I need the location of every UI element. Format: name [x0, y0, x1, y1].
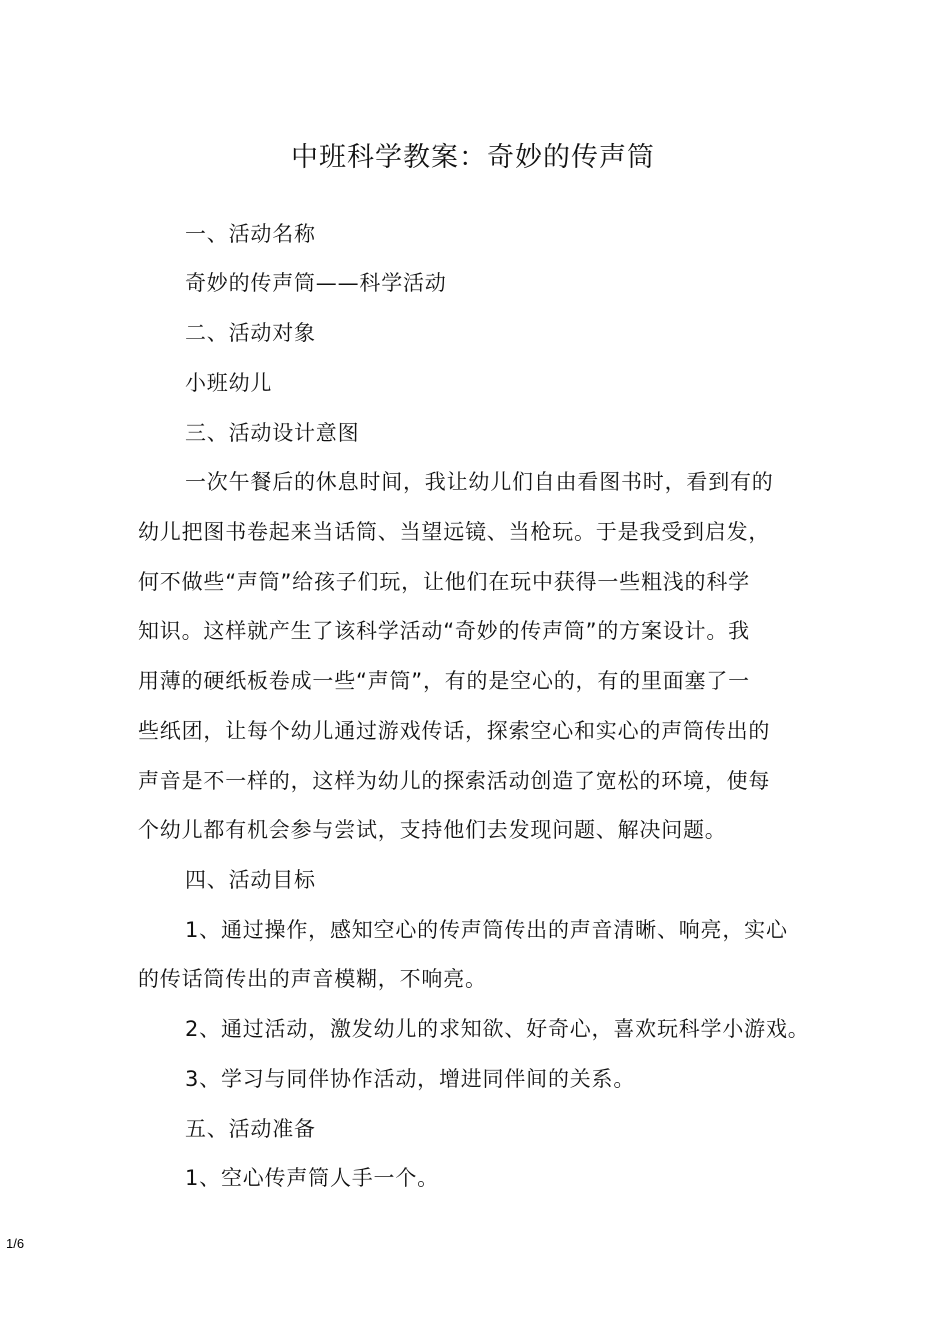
- goal-item-1-continued: 的传话筒传出的声音模糊，不响亮。: [138, 967, 487, 991]
- paragraph-line: 知识。这样就产生了该科学活动“奇妙的传声筒”的方案设计。我: [138, 619, 750, 643]
- paragraph-line: 声音是不一样的，这样为幼儿的探索活动创造了宽松的环境，使每: [138, 769, 771, 793]
- section-heading-goals: 四、活动目标: [185, 868, 316, 892]
- activity-target-text: 小班幼儿: [185, 371, 273, 395]
- goal-item-2: 2、通过活动，激发幼儿的求知欲、好奇心，喜欢玩科学小游戏。: [185, 1017, 810, 1041]
- section-heading-activity-target: 二、活动对象: [185, 321, 316, 345]
- section-heading-preparation: 五、活动准备: [185, 1117, 316, 1141]
- paragraph-line: 何不做些“声筒”给孩子们玩，让他们在玩中获得一些粗浅的科学: [138, 570, 750, 594]
- paragraph-line: 幼儿把图书卷起来当话筒、当望远镜、当枪玩。于是我受到启发，: [138, 520, 771, 544]
- goal-item-1: 1、通过操作，感知空心的传声筒传出的声音清晰、响亮，实心: [185, 918, 788, 942]
- preparation-item-1: 1、空心传声筒人手一个。: [185, 1166, 439, 1190]
- paragraph-line: 些纸团，让每个幼儿通过游戏传话，探索空心和实心的声筒传出的: [138, 719, 771, 743]
- section-heading-design-intent: 三、活动设计意图: [185, 421, 360, 445]
- page-number: 1/6: [6, 1236, 25, 1251]
- paragraph-line: 一次午餐后的休息时间，我让幼儿们自由看图书时，看到有的: [185, 470, 774, 494]
- document-title: 中班科学教案：奇妙的传声筒: [291, 142, 655, 173]
- goal-item-3: 3、学习与同伴协作活动，增进同伴间的关系。: [185, 1067, 636, 1091]
- activity-name-text: 奇妙的传声筒——科学活动: [185, 271, 447, 295]
- paragraph-line: 个幼儿都有机会参与尝试，支持他们去发现问题、解决问题。: [138, 818, 727, 842]
- paragraph-line: 用薄的硬纸板卷成一些“声筒”，有的是空心的，有的里面塞了一: [138, 669, 750, 693]
- section-heading-activity-name: 一、活动名称: [185, 222, 316, 246]
